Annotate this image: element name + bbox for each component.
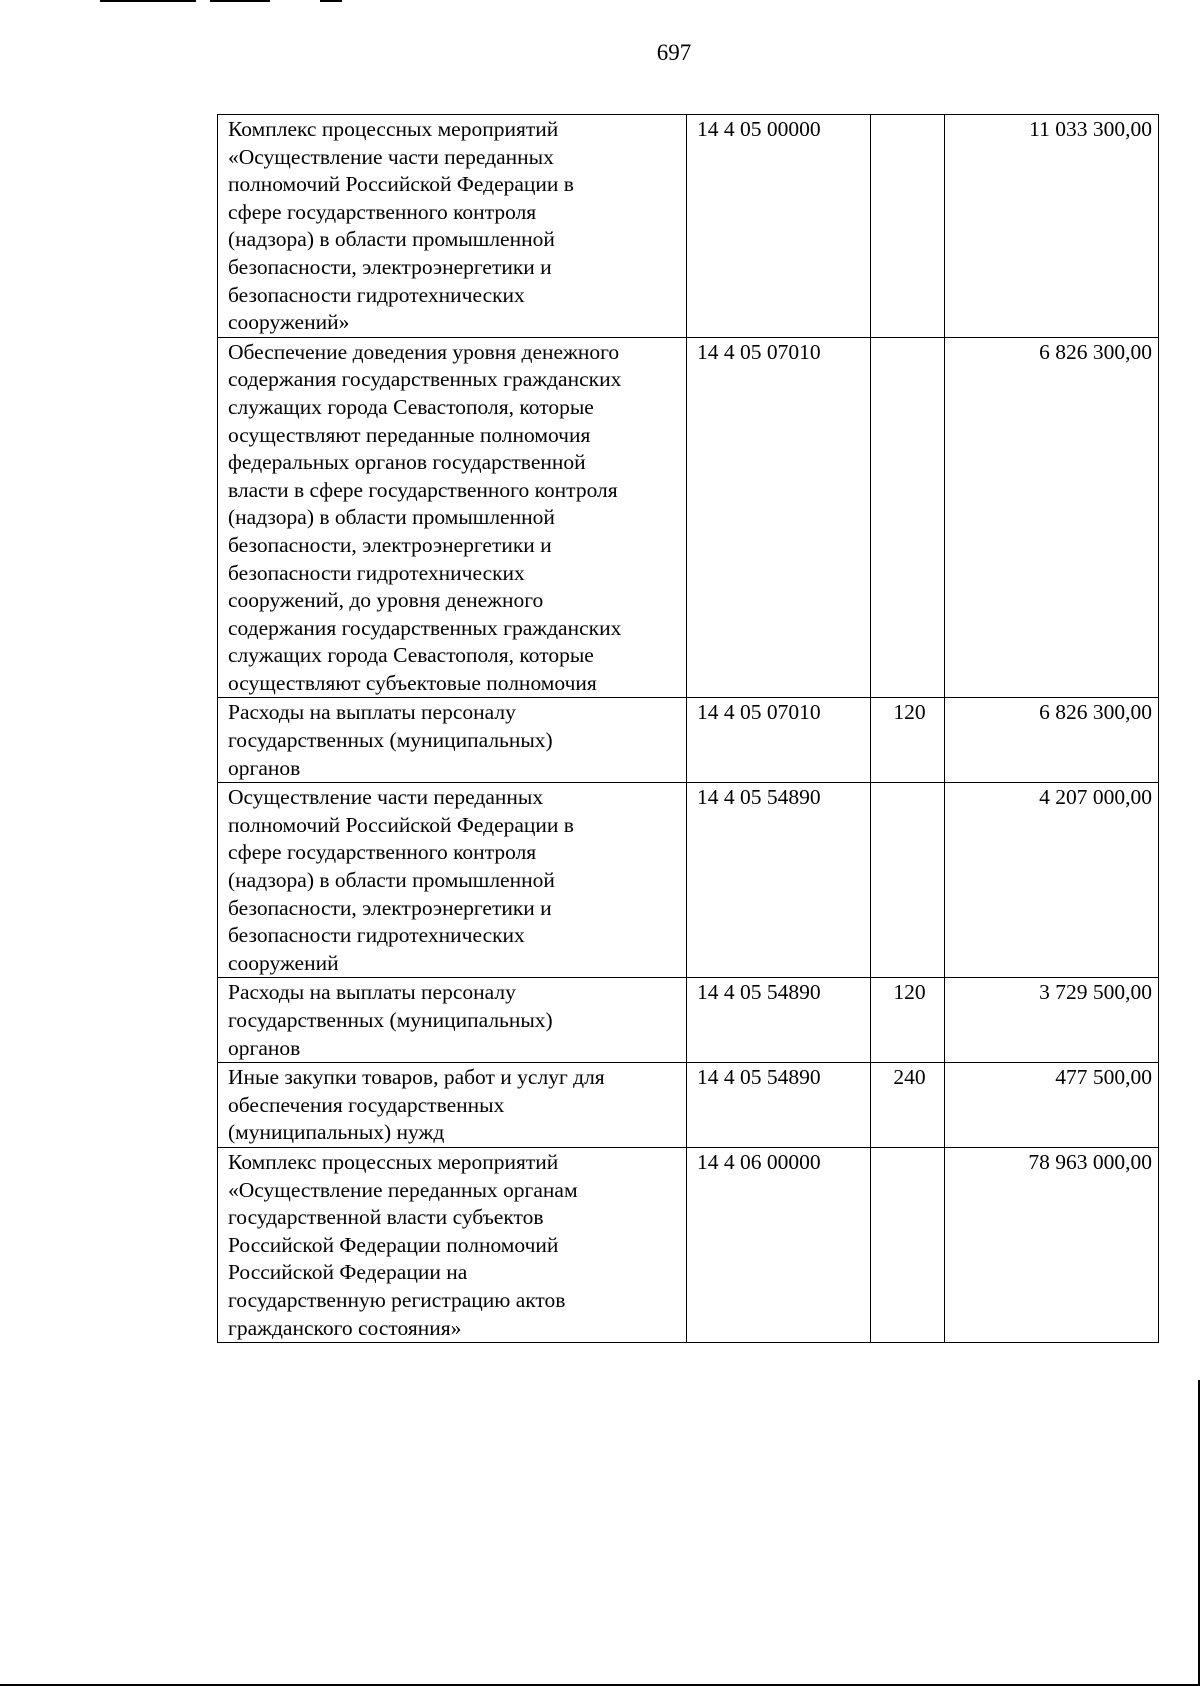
row-name-cell: Комплекс процессных мероприятий «Осуществление переданных органам государственной власти субъектов Российской Федерации полномочий Российской Федерации на государственную регистрацию актов гражданского состояния» bbox=[218, 1147, 687, 1342]
target-code-cell: 14 4 05 07010 bbox=[687, 337, 871, 698]
expense-type-cell: 120 bbox=[871, 978, 945, 1063]
page-number: 697 bbox=[656, 40, 692, 65]
expense-type-cell bbox=[871, 1147, 945, 1342]
row-name-cell: Обеспечение доведения уровня денежного содержания государственных гражданских служащих города Севастополя, которые осуществляют переданные полномочия федеральных органов государственной власти в сфере государственного контроля (надзора) в области промышленной безопасности, электроэнергетики и безопасности гидротехнических сооружений, до уровня денежного содержания государственных гражданских служащих города Севастополя, которые осуществляют субъектовые полномочия bbox=[218, 337, 687, 698]
row-name-cell: Осуществление части переданных полномочий Российской Федерации в сфере государственного контроля (надзора) в области промышленной безопасности, электроэнергетики и безопасности гидротехнических сооружений bbox=[218, 783, 687, 978]
expense-type-cell bbox=[871, 783, 945, 978]
table-row bbox=[218, 698, 1159, 783]
table-row bbox=[218, 337, 1159, 698]
amount-cell: 6 826 300,00 bbox=[945, 337, 1159, 698]
target-code-cell: 14 4 05 54890 bbox=[687, 978, 871, 1063]
target-code-cell: 14 4 06 00000 bbox=[687, 1147, 871, 1342]
row-name-cell: Комплекс процессных мероприятий «Осуществление части переданных полномочий Российской Федерации в сфере государственного контроля (надзора) в области промышленной безопасности, электроэнергетики и безопасности гидротехнических сооружений» bbox=[218, 115, 687, 338]
amount-cell: 78 963 000,00 bbox=[945, 1147, 1159, 1342]
target-code-cell: 14 4 05 07010 bbox=[687, 698, 871, 783]
target-code-cell: 14 4 05 54890 bbox=[687, 1063, 871, 1148]
expense-type-cell: 240 bbox=[871, 1063, 945, 1148]
amount-cell: 11 033 300,00 bbox=[945, 115, 1159, 338]
scan-artifact-line bbox=[100, 0, 196, 2]
row-name-cell: Расходы на выплаты персоналу государственных (муниципальных) органов bbox=[218, 978, 687, 1063]
budget-table bbox=[217, 114, 1159, 1343]
amount-cell: 3 729 500,00 bbox=[945, 978, 1159, 1063]
expense-type-cell bbox=[871, 115, 945, 338]
table-row bbox=[218, 115, 1159, 338]
table-row bbox=[218, 783, 1159, 978]
scan-artifact-line bbox=[320, 0, 342, 2]
expense-type-cell: 120 bbox=[871, 698, 945, 783]
target-code-cell: 14 4 05 00000 bbox=[687, 115, 871, 338]
amount-cell: 6 826 300,00 bbox=[945, 698, 1159, 783]
row-name-cell: Иные закупки товаров, работ и услуг для обеспечения государственных (муниципальных) нужд bbox=[218, 1063, 687, 1148]
table-row bbox=[218, 1147, 1159, 1342]
amount-cell: 477 500,00 bbox=[945, 1063, 1159, 1148]
table-row bbox=[218, 978, 1159, 1063]
expense-type-cell bbox=[871, 337, 945, 698]
row-name-cell: Расходы на выплаты персоналу государственных (муниципальных) органов bbox=[218, 698, 687, 783]
amount-cell: 4 207 000,00 bbox=[945, 783, 1159, 978]
scan-artifact-line bbox=[210, 0, 270, 2]
table-row bbox=[218, 1063, 1159, 1148]
target-code-cell: 14 4 05 54890 bbox=[687, 783, 871, 978]
